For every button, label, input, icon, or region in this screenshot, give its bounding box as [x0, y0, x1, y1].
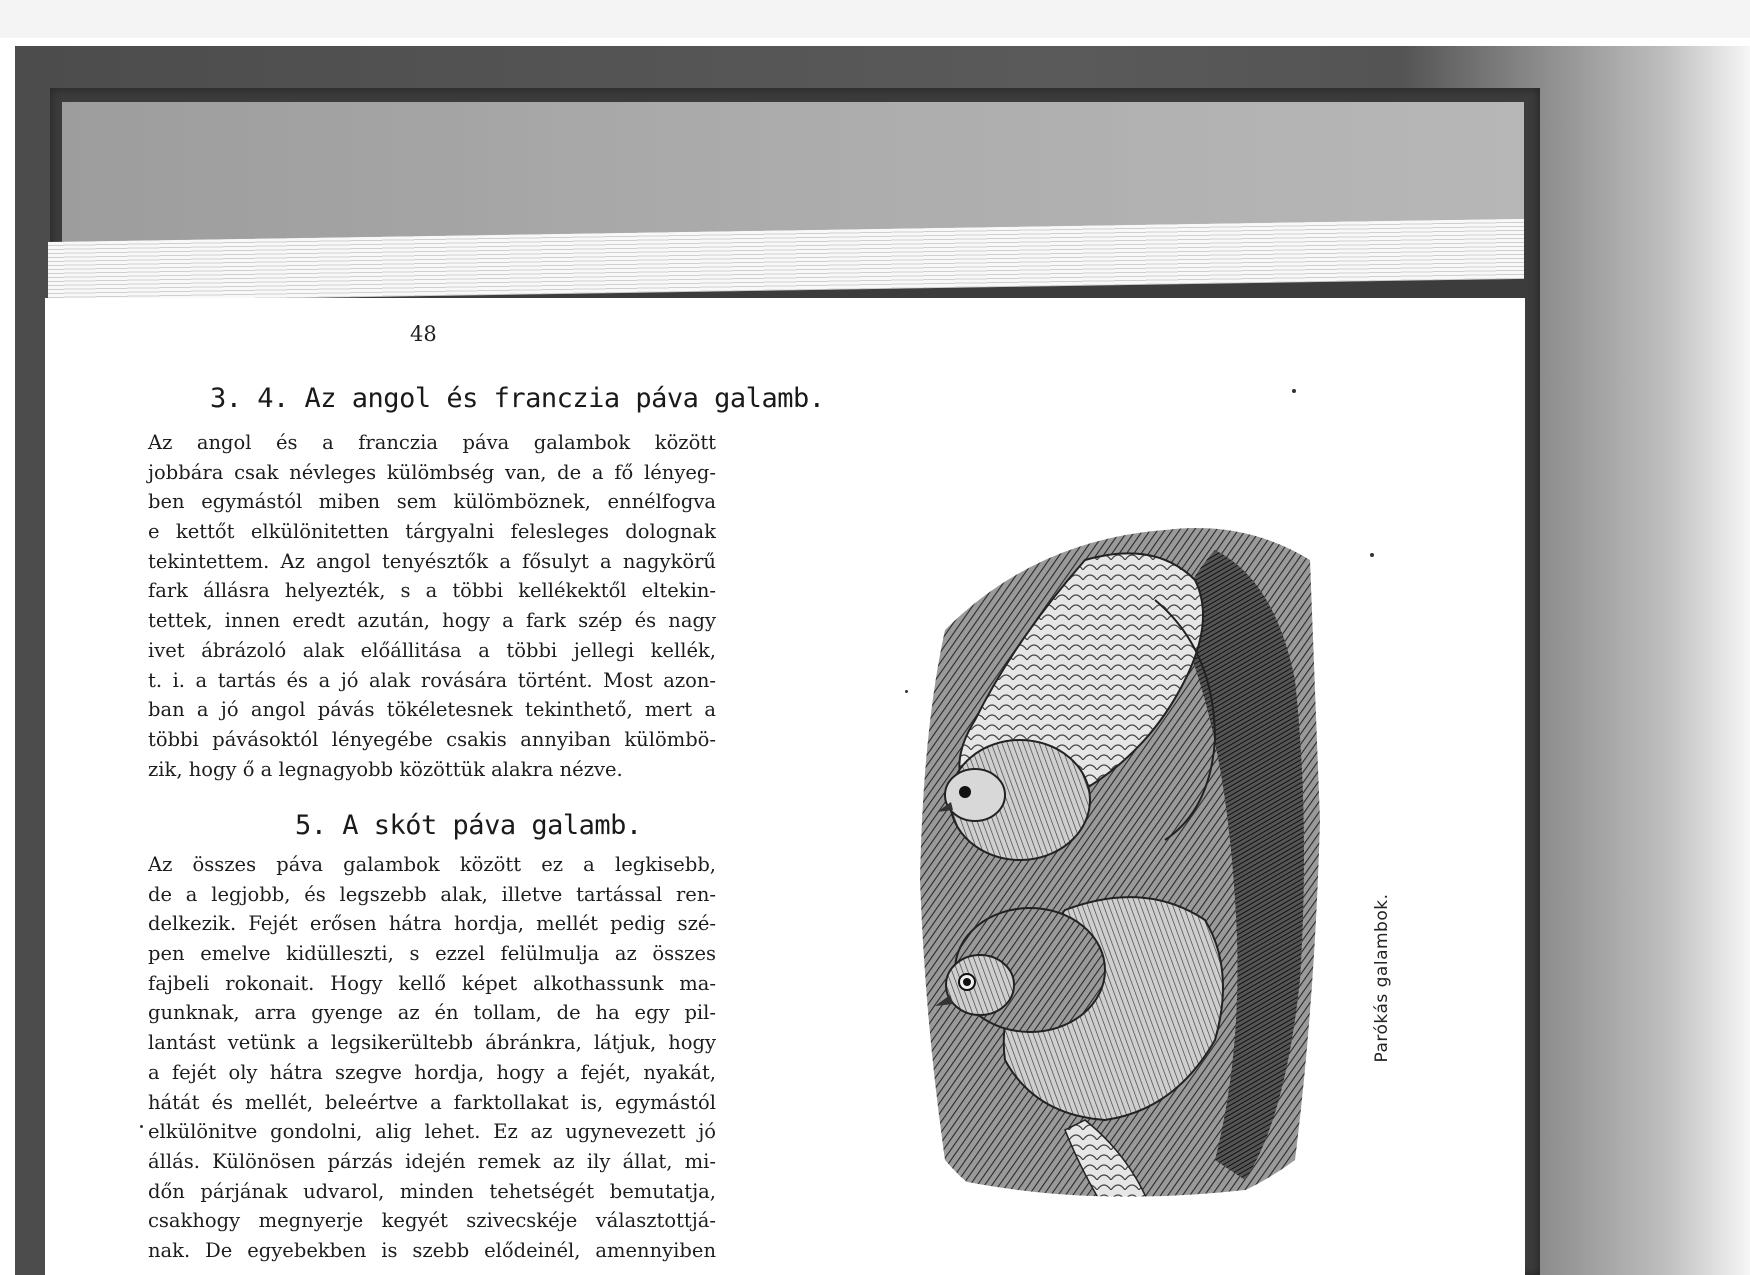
text-line: csakhogy megnyerje kegyét szivecskéje választottjá- [148, 1209, 716, 1233]
text-line: tekintettem. Az angol tenyésztők a fősulyt a nagykörű [148, 549, 716, 573]
scan-speck [1370, 553, 1374, 557]
text-line: tettek, innen eredt azután, hogy a fark szép és nagy [148, 609, 716, 633]
text-line: elkülönitve gondolni, alig lehet. Ez az ugynevezett jó [148, 1120, 716, 1144]
text-line: lantást vetünk a legsikerültebb ábránkra, látjuk, hogy [148, 1031, 716, 1055]
text-line: jobbára csak névleges külömbség van, de a fő lényeg- [148, 460, 716, 484]
text-line: ben egymástól miben sem külömböznek, ennélfogva [148, 490, 716, 514]
section-heading-skot: 5. A skót páva galamb. [295, 810, 642, 841]
text-line: gunknak, arra gyenge az én tollam, de ha egy pil- [148, 1001, 716, 1025]
text-line: fajbeli rokonait. Hogy kellő képet alkothassunk ma- [148, 971, 716, 995]
text-line: ivet ábrázoló alak előállitása a többi jellegi kellék, [148, 638, 716, 662]
text-line: Az angol és a franczia páva galambok között [148, 431, 716, 454]
scan-speck [905, 690, 908, 693]
scan-speck [1292, 389, 1296, 393]
text-line: ban a jó angol pávás tökéletesnek tekinthető, mert a [148, 698, 716, 722]
figure-caption: Parókás galambok. [1372, 893, 1392, 1063]
text-line: e kettőt elkülönitetten tárgyalni felesleges dolognak [148, 520, 716, 544]
text-line: hátát és mellét, beleértve a farktollakat is, egymástól [148, 1090, 716, 1114]
text-line: a fejét oly hátra szegve hordja, hogy a fejét, nyakát, [148, 1060, 716, 1084]
scan-speck [140, 1125, 143, 1128]
page-number: 48 [410, 322, 437, 346]
text-line: de a legjobb, és legszebb alak, illetve tartással ren- [148, 882, 716, 906]
text-line: dőn párjának udvarol, minden tehetségét bemutatja, [148, 1179, 716, 1203]
text-line: többi pávásoktól lényegébe csakis annyiban külömbö- [148, 727, 716, 751]
text-line: Az összes páva galambok között ez a legkisebb, [148, 853, 716, 876]
text-line: nak. De egyebekben is szebb elődeinél, amennyiben [148, 1238, 716, 1262]
text-line: fark állásra helyezték, s a többi kellékektől eltekin- [148, 579, 716, 603]
pigeons-engraving-icon [915, 520, 1335, 1240]
text-line: állás. Különösen párzás idején remek az ily állat, mi- [148, 1149, 716, 1173]
section-heading-angol-franczia: 3. 4. Az angol és franczia páva galamb. [210, 383, 825, 414]
paragraph-skot [148, 850, 716, 1266]
paragraph-angol-franczia [148, 428, 716, 784]
text-line: t. i. a tartás és a jó alak rovására történt. Most azon- [148, 668, 716, 692]
text-line: delkezik. Fejét erősen hátra hordja, mellét pedig szé- [148, 912, 716, 936]
text-line: pen emelve kidülleszti, s ezzel felülmulja az összes [148, 942, 716, 966]
text-line: zik, hogy ő a legnagyobb közöttük alakra nézve. [148, 757, 623, 781]
